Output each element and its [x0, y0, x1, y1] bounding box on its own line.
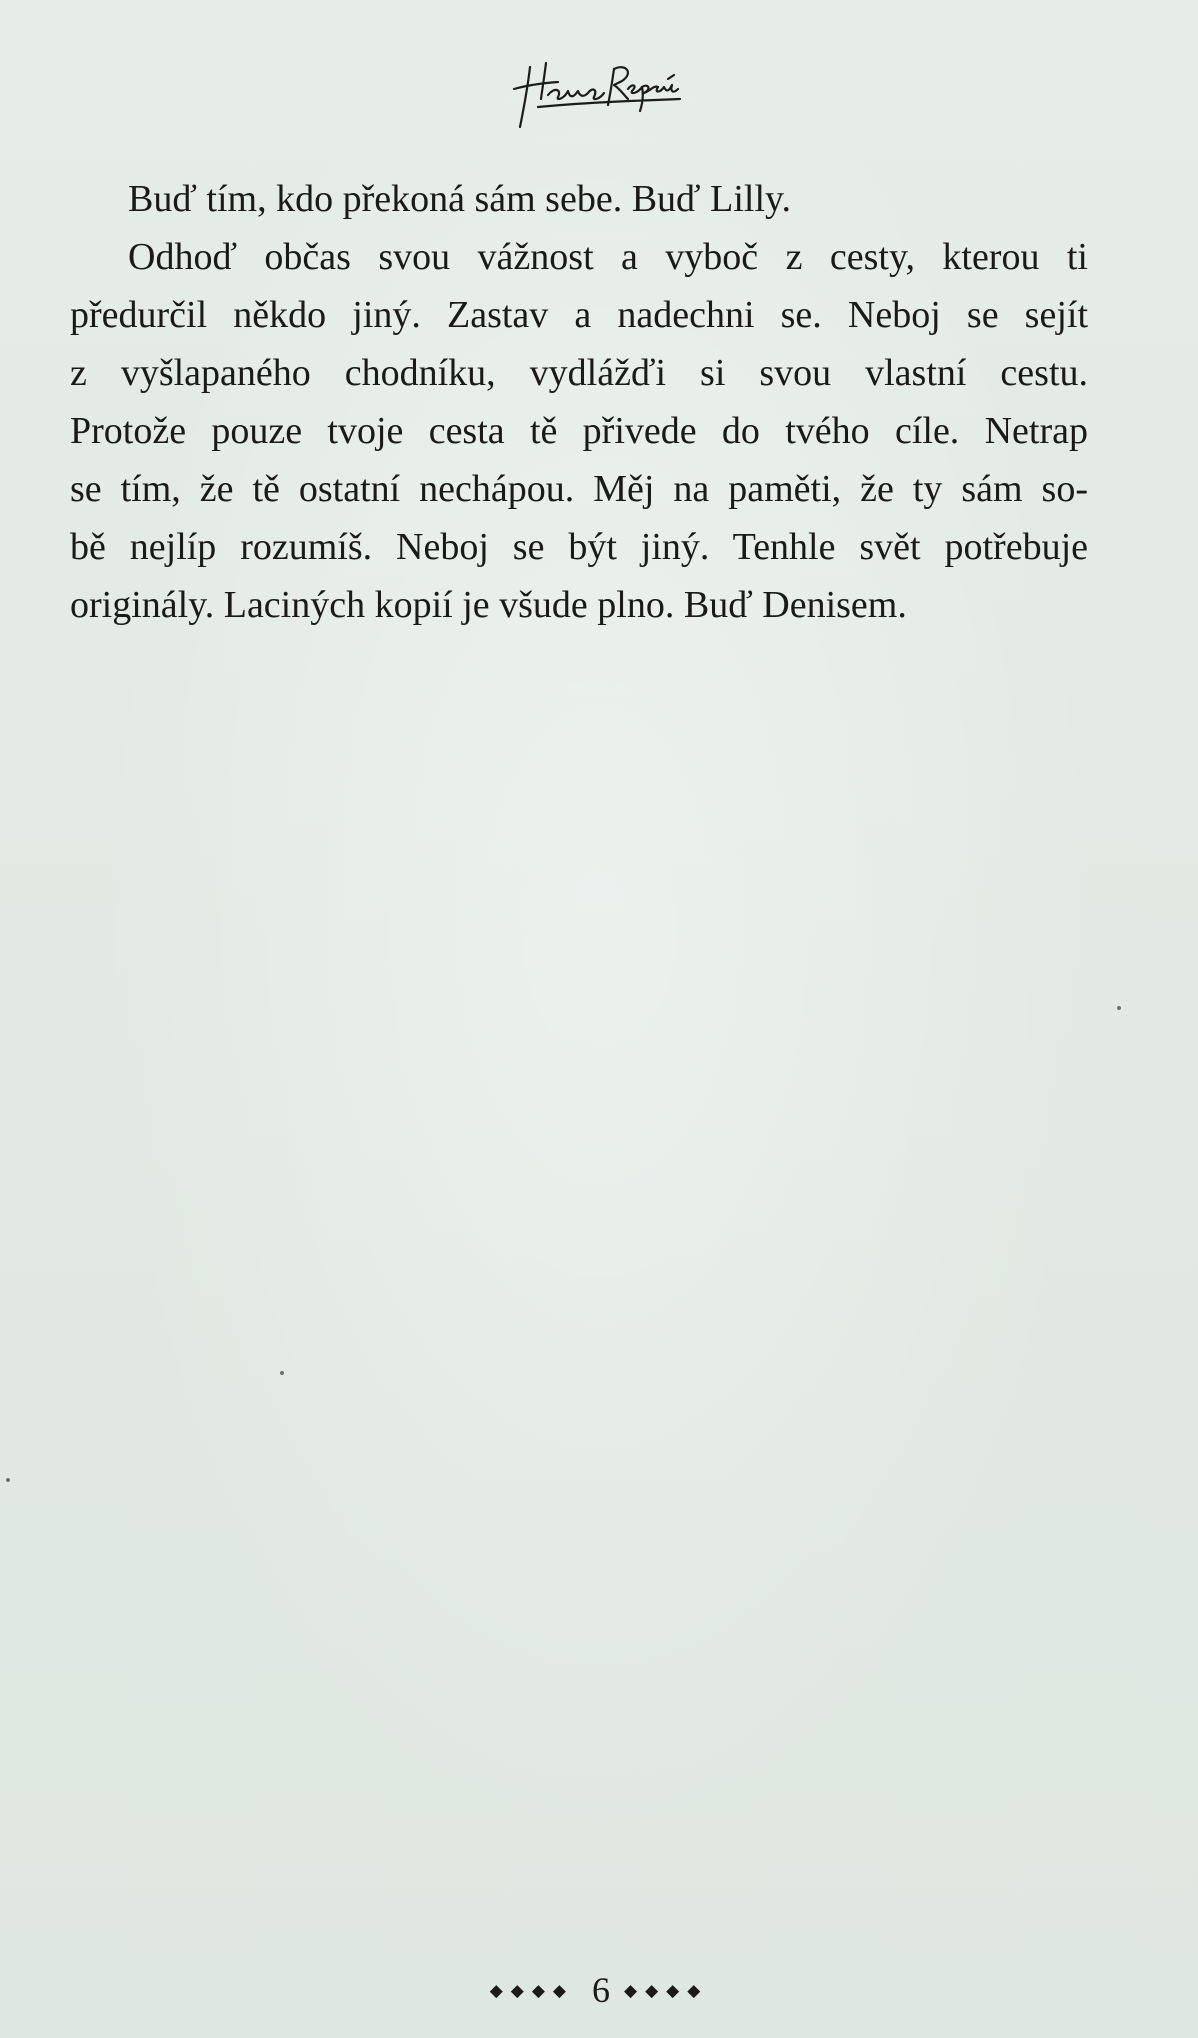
dust-speck	[1117, 1006, 1121, 1010]
text-line: Buď tím, kdo překoná sám sebe. Buď Lilly.	[128, 178, 792, 220]
text-line: z vyšlapaného chodníku, vydlážďi si svou vlastní cestu.	[70, 352, 1088, 394]
page-number: 6	[592, 1970, 610, 2010]
text-line: bě nejlíp rozumíš. Neboj se být jiný. Tenhle svět potřebuje	[70, 526, 1088, 568]
author-signature	[508, 55, 684, 135]
dust-speck	[6, 1478, 10, 1482]
ornament-right: ◆◆◆◆	[624, 1981, 709, 2000]
ornament-left: ◆◆◆◆	[489, 1981, 574, 2000]
page-footer	[0, 1970, 1198, 2011]
text-line: Odhoď občas svou vážnost a vyboč z cesty, kterou ti	[128, 236, 1088, 278]
body-text	[70, 170, 1088, 634]
text-line: předurčil někdo jiný. Zastav a nadechni se. Neboj se sejít	[70, 294, 1088, 336]
text-line: Protože pouze tvoje cesta tě přivede do tvého cíle. Netrap	[70, 410, 1088, 452]
text-line: originály. Laciných kopií je všude plno. Buď Denisem.	[70, 584, 907, 626]
signature-image	[508, 55, 684, 135]
dust-speck	[280, 1371, 284, 1375]
text-line: se tím, že tě ostatní nechápou. Měj na paměti, že ty sám so-	[70, 468, 1088, 510]
